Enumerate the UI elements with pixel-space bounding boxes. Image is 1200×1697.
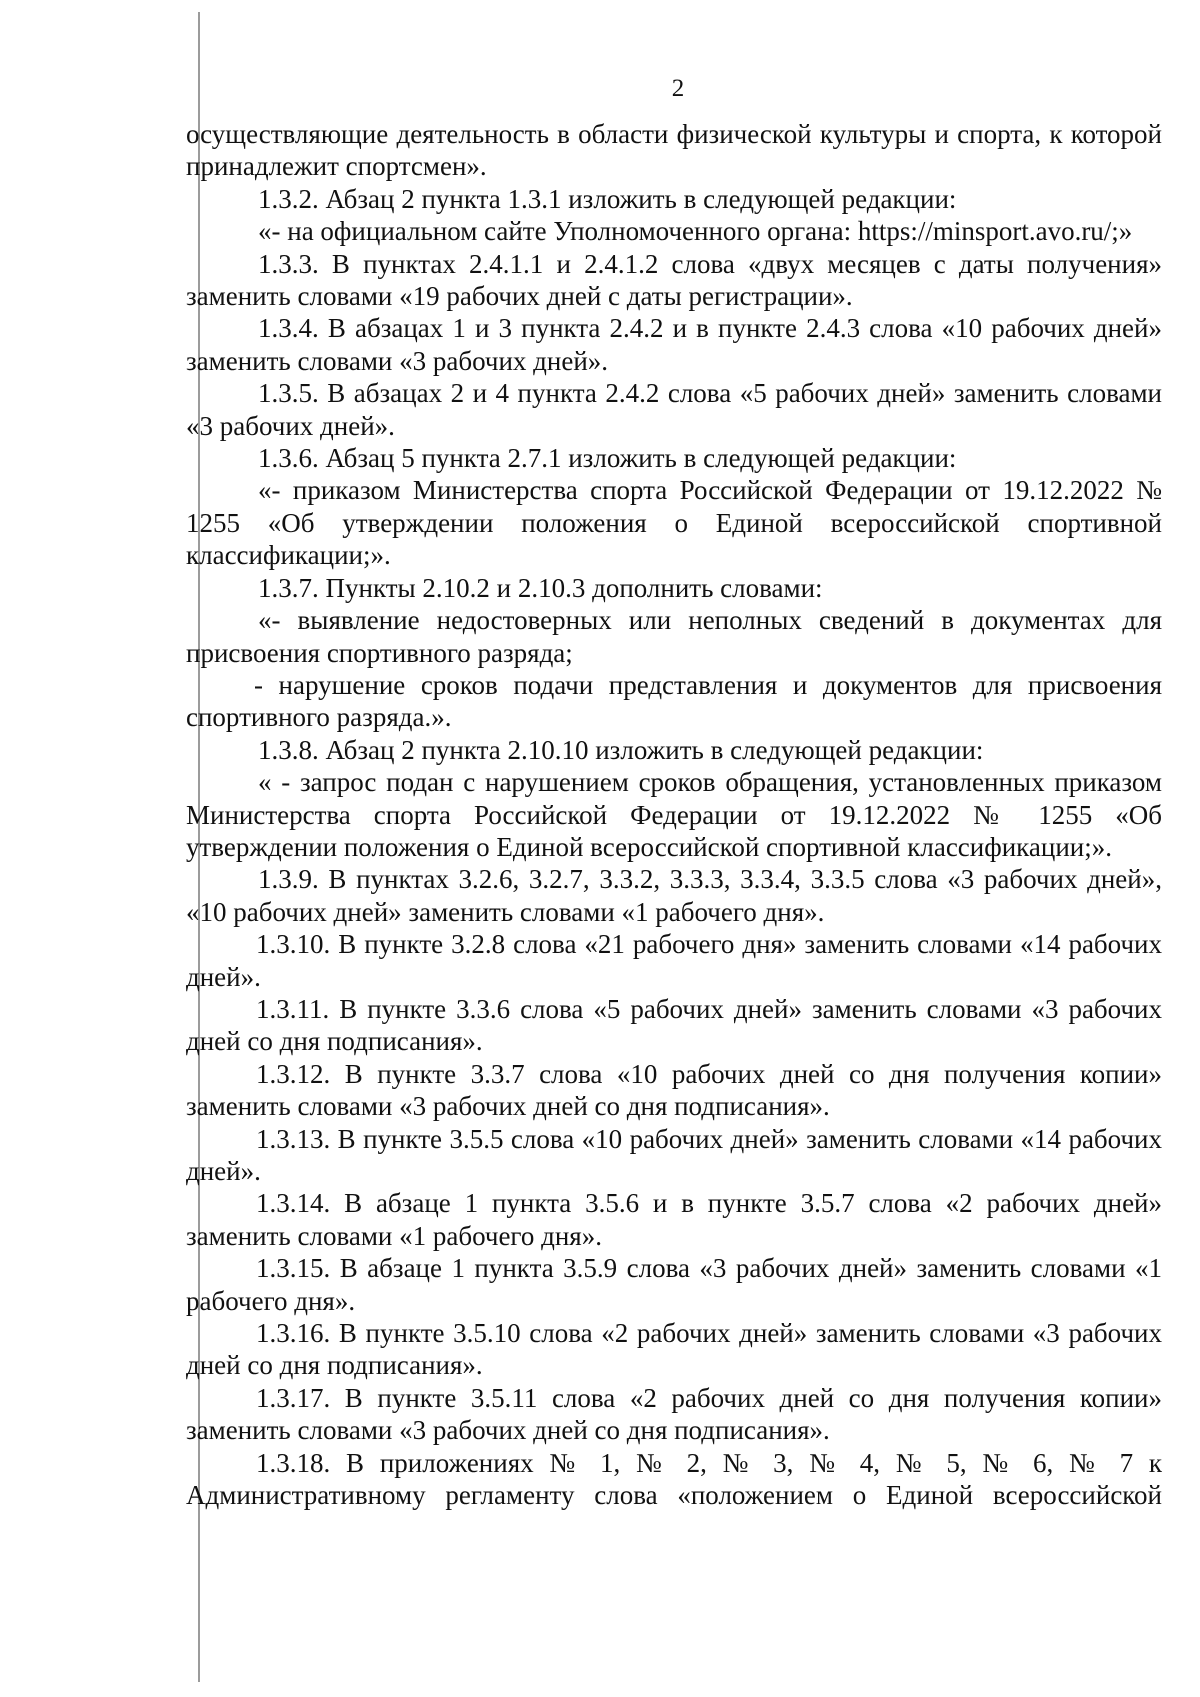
paragraph-1-3-3: 1.3.3. В пунктах 2.4.1.1 и 2.4.1.2 слова «двух месяцев с даты получения» заменить словами «19 рабочих дней с даты регистрации». <box>186 248 1162 312</box>
paragraph-1-3-10: 1.3.10. В пункте 3.2.8 слова «21 рабочего дня» заменить словами «14 рабочих дней». <box>186 929 1162 992</box>
paragraph-1-3-7: 1.3.7. Пункты 2.10.2 и 2.10.3 дополнить словами: <box>258 572 823 603</box>
paragraph-quote-website: «- на официальном сайте Уполномоченного органа: https://minsport.avo.ru/;» <box>258 216 1133 247</box>
page-number: 2 <box>671 75 685 102</box>
paragraph-1-3-12: 1.3.12. В пункте 3.3.7 слова «10 рабочих дней со дня получения копии» заменить словами «3 рабочих дней со дня подписания». <box>186 1058 1162 1122</box>
paragraph-1-3-5: 1.3.5. В абзацах 2 и 4 пункта 2.4.2 слова «5 рабочих дней» заменить словами «3 рабочих дней». <box>186 378 1162 441</box>
paragraph-quote-request-deadline: « - запрос подан с нарушением сроков обращения, установленных приказом Министерства спорта Российской Федерации от 19.12.2022 № 1255 «Об утверждении положения о Единой всероссийской спортивной классификации;». <box>186 767 1162 862</box>
paragraph-quote-unreliable-info: «- выявление недостоверных или неполных сведений в документах для присвоения спортивного разряда; <box>186 605 1162 668</box>
paragraph-continuation: осуществляющие деятельность в области физической культуры и спорта, к которой принадлежит спортсмен». <box>186 119 1162 182</box>
paragraph-1-3-4: 1.3.4. В абзацах 1 и 3 пункта 2.4.2 и в пункте 2.4.3 слова «10 рабочих дней» заменить словами «3 рабочих дней». <box>186 313 1162 376</box>
paragraph-1-3-13: 1.3.13. В пункте 3.5.5 слова «10 рабочих дней» заменить словами «14 рабочих дней». <box>186 1123 1162 1186</box>
document-body <box>186 118 1162 1511</box>
paragraph-quote-order-1255: «- приказом Министерства спорта Российской Федерации от 19.12.2022 № 1255 «Об утверждении положения о Единой всероссийской спортивной классификации;». <box>186 475 1162 571</box>
paragraph-1-3-2: 1.3.2. Абзац 2 пункта 1.3.1 изложить в следующей редакции: <box>258 183 957 214</box>
paragraph-1-3-17: 1.3.17. В пункте 3.5.11 слова «2 рабочих дней со дня получения копии» заменить словами «3 рабочих дней со дня подписания». <box>186 1382 1162 1446</box>
paragraph-1-3-6: 1.3.6. Абзац 5 пункта 2.7.1 изложить в следующей редакции: <box>258 443 957 474</box>
paragraph-1-3-8: 1.3.8. Абзац 2 пункта 2.10.10 изложить в следующей редакции: <box>258 734 984 765</box>
paragraph-1-3-15: 1.3.15. В абзаце 1 пункта 3.5.9 слова «3 рабочих дней» заменить словами «1 рабочего дня». <box>186 1253 1162 1316</box>
paragraph-1-3-16: 1.3.16. В пункте 3.5.10 слова «2 рабочих дней» заменить словами «3 рабочих дней со дня подписания». <box>186 1318 1162 1381</box>
paragraph-1-3-11: 1.3.11. В пункте 3.3.6 слова «5 рабочих дней» заменить словами «3 рабочих дней со дня подписания». <box>186 993 1162 1057</box>
paragraph-deadline-violation: - нарушение сроков подачи представления и документов для присвоения спортивного разряда.». <box>186 669 1162 733</box>
paragraph-1-3-18: 1.3.18. В приложениях № 1, № 2, № 3, № 4, № 5, № 6, № 7 к Административному регламенту слова «положением о Единой всероссийской <box>186 1447 1162 1511</box>
paragraph-1-3-14: 1.3.14. В абзаце 1 пункта 3.5.6 и в пункте 3.5.7 слова «2 рабочих дней» заменить словами «1 рабочего дня». <box>186 1188 1162 1251</box>
paragraph-1-3-9: 1.3.9. В пунктах 3.2.6, 3.2.7, 3.3.2, 3.3.3, 3.3.4, 3.3.5 слова «3 рабочих дней», «10 рабочих дней» заменить словами «1 рабочего дня». <box>186 864 1162 927</box>
